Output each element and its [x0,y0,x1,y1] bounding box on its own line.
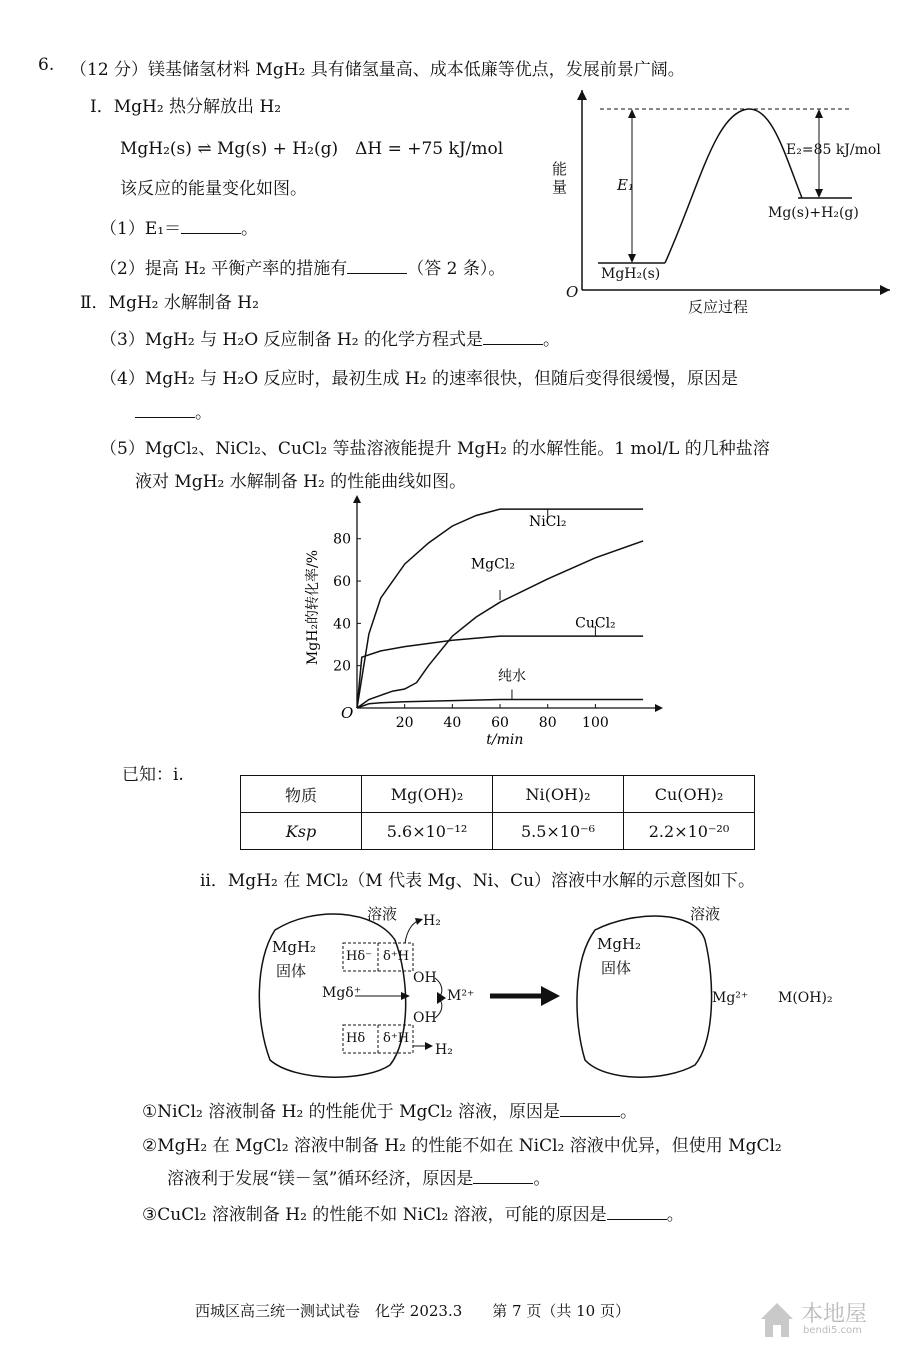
mech-h2-top: H₂ [423,913,441,929]
mech-solid-left-1: MgH₂ [272,938,317,956]
known-ii: ii．MgH₂ 在 MCl₂（M 代表 Mg、Ni、Cu）溶液中水解的示意图如下。 [200,871,756,891]
chart-y-label: MgH₂的转化率/% [305,549,321,666]
question-2-tail: （答 2 条）。 [407,259,506,279]
chart-x-tick-label: 100 [582,715,609,731]
question-1 [100,214,258,239]
period: 。 [620,1102,638,1122]
mech-solution-left: 溶液 [367,905,398,923]
mech-h-minus-bottom: Hδ [346,1031,366,1046]
ksp-value-cell: 5.6×10⁻¹² [362,813,493,850]
mech-solid-right-1: MgH₂ [597,935,642,953]
question-4: （4）MgH₂ 与 H₂O 反应时，最初生成 H₂ 的速率很快，但随后变得很缓慢，原因是 [100,369,738,389]
e2-label: E₂=85 kJ/mol [786,142,881,158]
energy-curve [665,109,802,263]
sub-question-3-text: ③CuCl₂ 溶液制备 H₂ 的性能不如 NiCl₂ 溶液，可能的原因是 [142,1205,607,1225]
mech-h-minus-top: Hδ⁻ [346,949,373,964]
question-intro: （12 分）镁基储氢材料 MgH₂ 具有储氢量高、成本低廉等优点，发展前景广阔。 [70,60,685,80]
conversion-chart [295,495,670,755]
ksp-header-cell: Mg(OH)₂ [362,776,493,813]
question-4-answer [135,398,212,423]
question-5-line2: 液对 MgH₂ 水解制备 H₂ 的性能曲线如图。 [135,472,467,492]
y-axis-arrow-icon [577,90,587,100]
chart-y-arrow-icon [353,495,361,503]
question-3 [100,325,560,350]
part2-title: Ⅱ．MgH₂ 水解制备 H₂ [80,293,259,313]
energy-note: 该反应的能量变化如图。 [120,179,307,199]
ksp-value-row [241,813,755,850]
chart-series-label: 纯水 [497,668,526,685]
sub-question-3 [142,1200,684,1225]
mech-oh-bottom: OH [413,1010,437,1026]
question-1-text: （1）E₁＝ [100,219,182,239]
period: 。 [241,219,259,239]
chart-x-label: t/min [486,732,524,748]
answer-blank-2[interactable] [347,259,407,274]
mech-h-plus-bottom: δ⁺H [383,1031,410,1046]
ksp-table [240,775,755,850]
chart-y-tick-label: 60 [333,574,351,591]
sub-question-2-line1: ②MgH₂ 在 MgCl₂ 溶液中制备 H₂ 的性能不如在 NiCl₂ 溶液中优异，但使用 MgCl₂ [142,1136,782,1156]
ksp-header-cell: Cu(OH)₂ [624,776,755,813]
answer-blank-5[interactable] [560,1102,620,1117]
chart-x-tick-label: 60 [491,715,509,731]
mech-solution-right: 溶液 [690,905,721,923]
chart-y-tick-label: 20 [333,658,351,675]
page-footer: 西城区高三统一测试试卷 化学 2023.3 第 7 页（共 10 页） [195,1302,630,1320]
period: 。 [542,330,560,350]
ksp-header-row [241,776,755,813]
mech-mg: Mgδ⁺ [322,985,362,1001]
mech-moh2: M(OH)₂ [778,990,833,1006]
question-number: 6. [38,55,55,75]
mech-h2-bottom: H₂ [435,1042,453,1058]
ksp-label-cell: Ksp [241,813,362,850]
x-axis-arrow-icon [880,285,890,295]
answer-blank-7[interactable] [607,1205,667,1220]
watermark-logo [755,1295,895,1343]
chart-y-tick-label: 40 [333,616,351,633]
mech-h-plus-top: δ⁺H [383,949,410,964]
chart-series-label: CuCl₂ [575,615,616,632]
energy-origin: O [566,283,579,301]
reactant-label: MgH₂(s) [601,266,661,282]
mech-solid-right-2: 固体 [601,959,632,977]
answer-blank-1[interactable] [181,219,241,234]
sub-question-2-text: 溶液利于发展“镁－氢”循环经济，原因是 [167,1169,474,1189]
e1-label: E₁ [617,176,634,194]
chart-origin: O [341,704,354,722]
question-5-line1: （5）MgCl₂、NiCl₂、CuCl₂ 等盐溶液能提升 MgH₂ 的水解性能。1 mol/L 的几种盐溶 [100,439,770,459]
chart-series-label: MgCl₂ [470,556,515,573]
sub-question-1 [142,1097,637,1122]
chart-y-tick-label: 80 [333,531,351,548]
watermark-name: 本地屋 [801,1302,868,1327]
energy-y-label: 能量 [552,160,568,196]
product-label: Mg(s)+H₂(g) [768,205,859,221]
mech-m2: M²⁺ [447,988,475,1004]
answer-blank-4[interactable] [135,403,195,418]
mech-solid-left-2: 固体 [276,962,307,980]
answer-blank-6[interactable] [473,1169,533,1184]
part1-title: Ⅰ．MgH₂ 热分解放出 H₂ [90,97,282,117]
ksp-value-cell: 5.5×10⁻⁶ [493,813,624,850]
energy-diagram [540,85,900,320]
chart-x-tick-label: 80 [538,715,557,731]
energy-x-label: 反应过程 [688,298,749,316]
sub-question-1-text: ①NiCl₂ 溶液制备 H₂ 的性能优于 MgCl₂ 溶液，原因是 [142,1102,561,1122]
answer-blank-3[interactable] [483,330,543,345]
chart-series-label: NiCl₂ [528,514,567,531]
ksp-value-cell: 2.2×10⁻²⁰ [624,813,755,850]
ksp-header-cell: Ni(OH)₂ [493,776,624,813]
chart-x-tick-label: 40 [443,715,462,731]
period: 。 [195,403,212,423]
question-3-text: （3）MgH₂ 与 H₂O 反应制备 H₂ 的化学方程式是 [100,330,483,350]
ksp-header-cell: 物质 [241,776,362,813]
chart-x-tick-label: 20 [395,715,414,731]
question-2 [100,254,505,279]
watermark-url: bendi5.com [803,1325,862,1336]
reaction-equation: MgH₂(s) ⇌ Mg(s) + H₂(g) ΔH = +75 kJ/mol [120,139,504,159]
sub-question-2-line2 [167,1164,550,1189]
mech-oh-top: OH [413,970,437,986]
period: 。 [533,1169,551,1189]
question-2-text: （2）提高 H₂ 平衡产率的措施有 [100,259,348,279]
mech-mg2: Mg²⁺ [712,990,749,1006]
known-label: 已知：i. [122,765,184,785]
period: 。 [666,1205,684,1225]
chart-x-arrow-icon [655,704,663,712]
